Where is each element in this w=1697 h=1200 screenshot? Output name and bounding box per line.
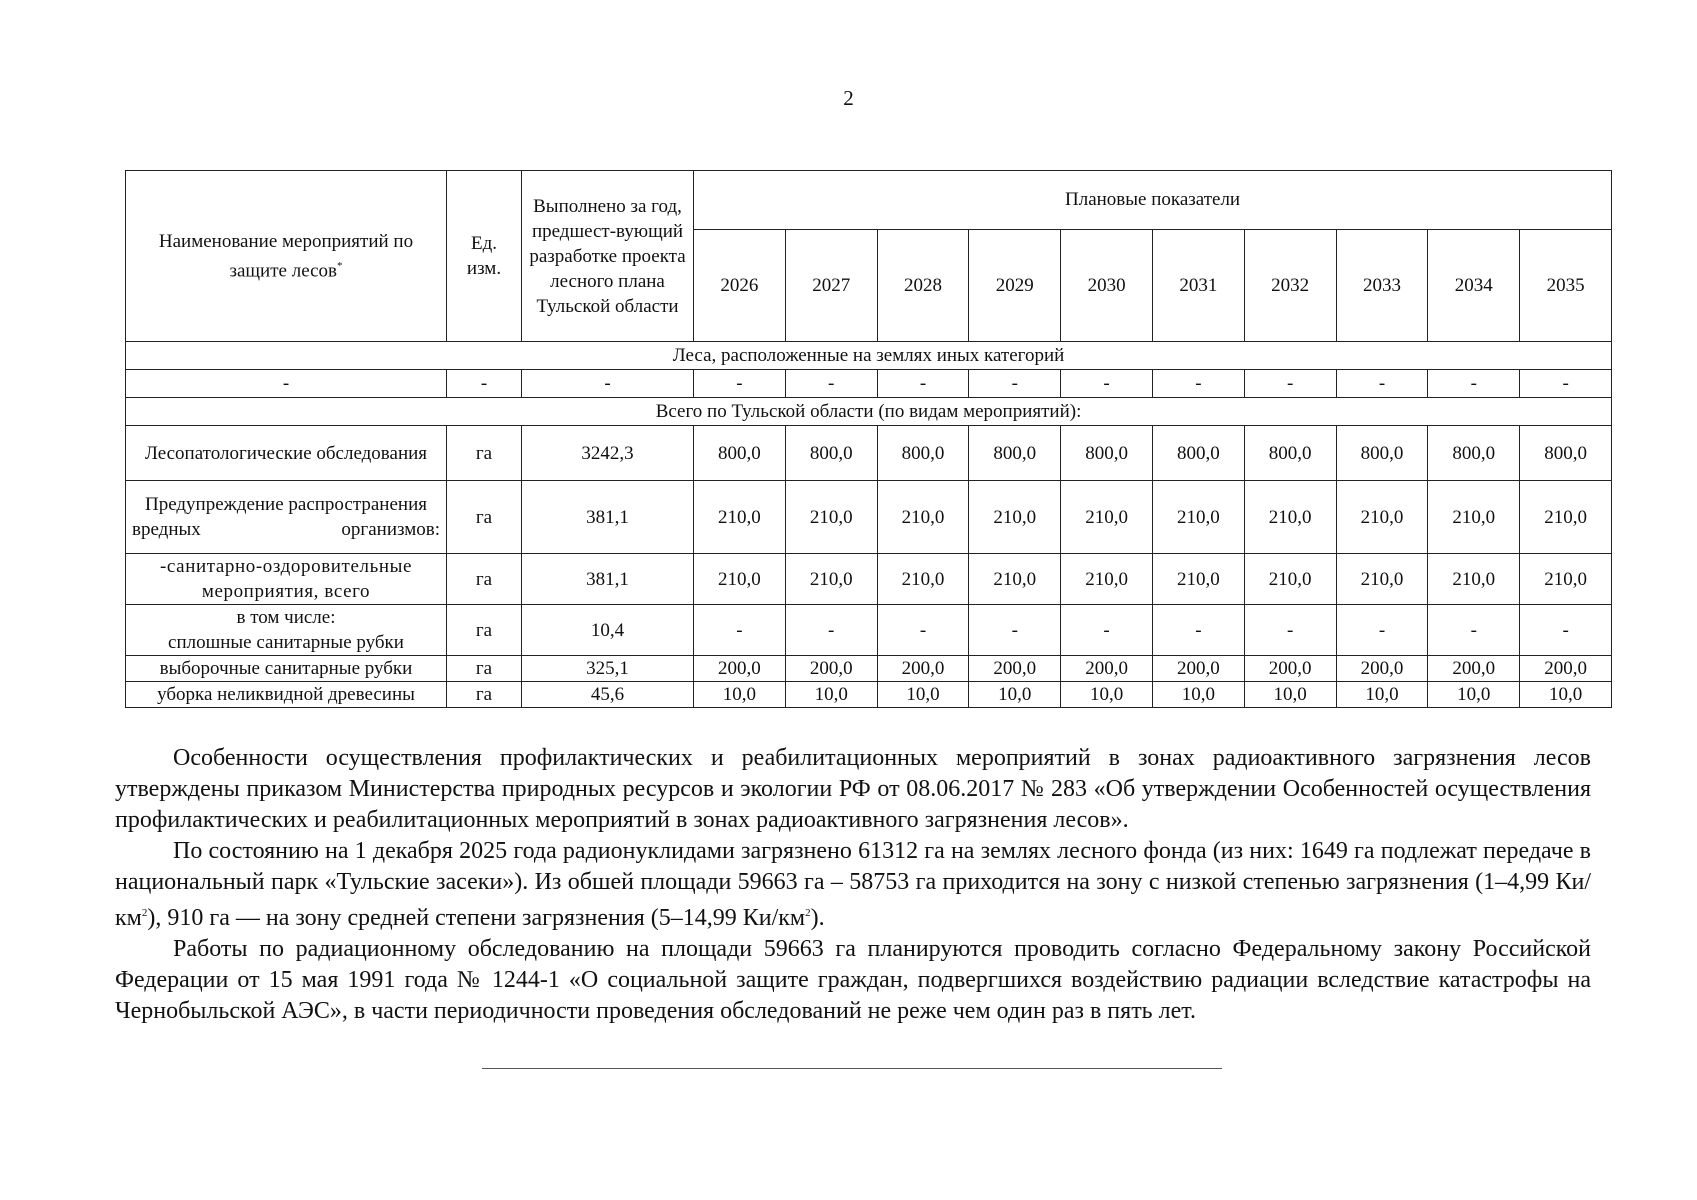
paragraph-text: ). — [810, 905, 825, 931]
paragraph-contamination-status — [115, 836, 1591, 934]
body-text — [115, 743, 1591, 1027]
header-year: 2030 — [1061, 229, 1153, 341]
row-unit: га — [447, 426, 522, 481]
section-row-other-lands — [126, 342, 1612, 370]
row-done-value: 381,1 — [522, 481, 694, 554]
row-plan-value: 210,0 — [1520, 481, 1612, 554]
row-plan-value: 210,0 — [694, 554, 786, 605]
forest-protection-table — [125, 170, 1612, 708]
header-activity-name-text: Наименование мероприятий по защите лесов — [158, 230, 414, 282]
row-plan-value: - — [785, 605, 877, 656]
table-cell: - — [126, 370, 447, 398]
paragraph-text: ), 910 га — на зону средней степени загрязнения (5–14,99 Ки/км — [147, 905, 806, 931]
row-activity-name: -санитарно-оздоровительные мероприятия, всего — [126, 554, 447, 605]
row-plan-value: 210,0 — [1428, 481, 1520, 554]
table-cell: - — [694, 370, 786, 398]
table-cell: - — [522, 370, 694, 398]
table-row — [126, 605, 1612, 656]
row-activity-name — [126, 605, 447, 656]
row-plan-value: 210,0 — [969, 481, 1061, 554]
row-plan-value: 210,0 — [1428, 554, 1520, 605]
table-cell: - — [447, 370, 522, 398]
table-cell: - — [1428, 370, 1520, 398]
row-plan-value: - — [694, 605, 786, 656]
row-plan-value: 10,0 — [969, 682, 1061, 708]
row-plan-value: 200,0 — [1152, 656, 1244, 682]
row-unit: га — [447, 605, 522, 656]
row-unit: га — [447, 682, 522, 708]
row-activity-name: выборочные санитарные рубки — [126, 656, 447, 682]
separator-line — [482, 1068, 1222, 1069]
row-plan-value: 10,0 — [1061, 682, 1153, 708]
row-plan-value: 800,0 — [877, 426, 969, 481]
row-plan-value: 10,0 — [1336, 682, 1428, 708]
row-activity-name-line: в том числе: — [236, 607, 336, 628]
header-year: 2033 — [1336, 229, 1428, 341]
header-activity-name — [126, 171, 447, 342]
table-cell: - — [877, 370, 969, 398]
row-plan-value: 210,0 — [1152, 481, 1244, 554]
row-plan-value: 200,0 — [1244, 656, 1336, 682]
header-planned-indicators: Плановые показатели — [694, 171, 1612, 230]
row-plan-value: 10,0 — [1152, 682, 1244, 708]
row-plan-value: 200,0 — [785, 656, 877, 682]
row-plan-value: 210,0 — [1336, 481, 1428, 554]
section-title: Леса, расположенные на землях иных категорий — [126, 342, 1612, 370]
row-plan-value: 10,0 — [1244, 682, 1336, 708]
table-row — [126, 481, 1612, 554]
row-plan-value: - — [1244, 605, 1336, 656]
header-year: 2032 — [1244, 229, 1336, 341]
table-cell: - — [1061, 370, 1153, 398]
header-unit: Ед. изм. — [447, 171, 522, 342]
row-plan-value: 200,0 — [1520, 656, 1612, 682]
paragraph-text: По состоянию на 1 декабря 2025 года радионуклидами загрязнено 61312 га на землях лесного фонда (из них: 1649 га подлежат передаче в национальный парк «Тульские засеки»). Из обшей площади 59663 га – 58753 га приходится на зону с низкой степенью загрязнения (1–4,99 Ки/км — [115, 838, 1591, 931]
table-cell: - — [1152, 370, 1244, 398]
row-plan-value: 200,0 — [1336, 656, 1428, 682]
paragraph-radioactive-features: Особенности осуществления профилактических и реабилитационных мероприятий в зонах радиоактивного загрязнения лесов утверждены приказом Министерства природных ресурсов и экологии РФ от 08.06.2017 № 283 «Об утверждении Особенностей осуществления профилактических и реабилитационных мероприятий в зонах радиоактивного загрязнения лесов». — [115, 745, 1591, 833]
row-plan-value: - — [1152, 605, 1244, 656]
row-plan-value: 210,0 — [1244, 481, 1336, 554]
row-unit: га — [447, 656, 522, 682]
header-year: 2028 — [877, 229, 969, 341]
row-plan-value: - — [969, 605, 1061, 656]
row-plan-value: 210,0 — [785, 481, 877, 554]
superscript: 2 — [805, 907, 811, 919]
row-plan-value: - — [1520, 605, 1612, 656]
row-plan-value: 800,0 — [1152, 426, 1244, 481]
header-year: 2029 — [969, 229, 1061, 341]
row-plan-value: 10,0 — [1428, 682, 1520, 708]
row-done-value: 325,1 — [522, 656, 694, 682]
header-year: 2027 — [785, 229, 877, 341]
row-plan-value: 210,0 — [785, 554, 877, 605]
paragraph-radiation-survey: Работы по радиационному обследованию на площади 59663 га планируются проводить согласно Федеральному закону Российской Федерации от 15 мая 1991 года № 1244-1 «О социальной защите граждан, подвергшихся воздействию радиации вследствие катастрофы на Чернобыльской АЭС», в части периодичности проведения обследований не реже чем один раз в пять лет. — [115, 936, 1591, 1024]
row-plan-value: 210,0 — [969, 554, 1061, 605]
row-plan-value: 210,0 — [1061, 481, 1153, 554]
row-plan-value: 210,0 — [877, 554, 969, 605]
row-done-value: 10,4 — [522, 605, 694, 656]
section-title: Всего по Тульской области (по видам мероприятий): — [126, 398, 1612, 426]
row-plan-value: 210,0 — [1244, 554, 1336, 605]
header-year: 2031 — [1152, 229, 1244, 341]
row-done-value: 3242,3 — [522, 426, 694, 481]
row-unit: га — [447, 554, 522, 605]
table-cell: - — [969, 370, 1061, 398]
table-row — [126, 656, 1612, 682]
row-plan-value: 10,0 — [1520, 682, 1612, 708]
header-footnote-mark: * — [337, 259, 343, 272]
row-plan-value: 210,0 — [1061, 554, 1153, 605]
row-unit: га — [447, 481, 522, 554]
section-row-total — [126, 398, 1612, 426]
row-plan-value: 210,0 — [1520, 554, 1612, 605]
row-plan-value: 800,0 — [1244, 426, 1336, 481]
row-plan-value: 800,0 — [1428, 426, 1520, 481]
row-plan-value: 200,0 — [1428, 656, 1520, 682]
superscript: 2 — [141, 907, 148, 919]
row-plan-value: 800,0 — [1520, 426, 1612, 481]
header-year: 2035 — [1520, 229, 1612, 341]
row-plan-value: 10,0 — [785, 682, 877, 708]
row-plan-value: 210,0 — [694, 481, 786, 554]
row-plan-value: 10,0 — [694, 682, 786, 708]
table-row — [126, 426, 1612, 481]
row-plan-value: 210,0 — [1152, 554, 1244, 605]
row-plan-value: 200,0 — [1061, 656, 1153, 682]
table-cell: - — [1244, 370, 1336, 398]
row-plan-value: - — [1336, 605, 1428, 656]
row-plan-value: 800,0 — [1061, 426, 1153, 481]
page-number: 2 — [843, 86, 854, 110]
row-plan-value: - — [877, 605, 969, 656]
row-plan-value: 800,0 — [694, 426, 786, 481]
row-plan-value: 800,0 — [969, 426, 1061, 481]
row-plan-value: 200,0 — [694, 656, 786, 682]
table-cell: - — [1520, 370, 1612, 398]
table-cell: - — [785, 370, 877, 398]
row-plan-value: 200,0 — [877, 656, 969, 682]
header-year: 2034 — [1428, 229, 1520, 341]
table-cell: - — [1336, 370, 1428, 398]
table-row — [126, 682, 1612, 708]
row-plan-value: - — [1061, 605, 1153, 656]
row-plan-value: - — [1428, 605, 1520, 656]
row-activity-name: Предупреждение распространения вредных организмов: — [126, 481, 447, 554]
row-plan-value: 210,0 — [1336, 554, 1428, 605]
row-done-value: 381,1 — [522, 554, 694, 605]
row-done-value: 45,6 — [522, 682, 694, 708]
row-plan-value: 800,0 — [785, 426, 877, 481]
header-done-previous-year: Выполнено за год, предшест-вующий разработке проекта лесного плана Тульской области — [522, 171, 694, 342]
row-activity-name: Лесопатологические обследования — [126, 426, 447, 481]
row-activity-name: уборка неликвидной древесины — [126, 682, 447, 708]
row-plan-value: 800,0 — [1336, 426, 1428, 481]
row-plan-value: 200,0 — [969, 656, 1061, 682]
row-activity-name-line: сплошные санитарные рубки — [168, 632, 404, 653]
header-year: 2026 — [694, 229, 786, 341]
row-plan-value: 210,0 — [877, 481, 969, 554]
table-row — [126, 554, 1612, 605]
row-plan-value: 10,0 — [877, 682, 969, 708]
table-row — [126, 370, 1612, 398]
